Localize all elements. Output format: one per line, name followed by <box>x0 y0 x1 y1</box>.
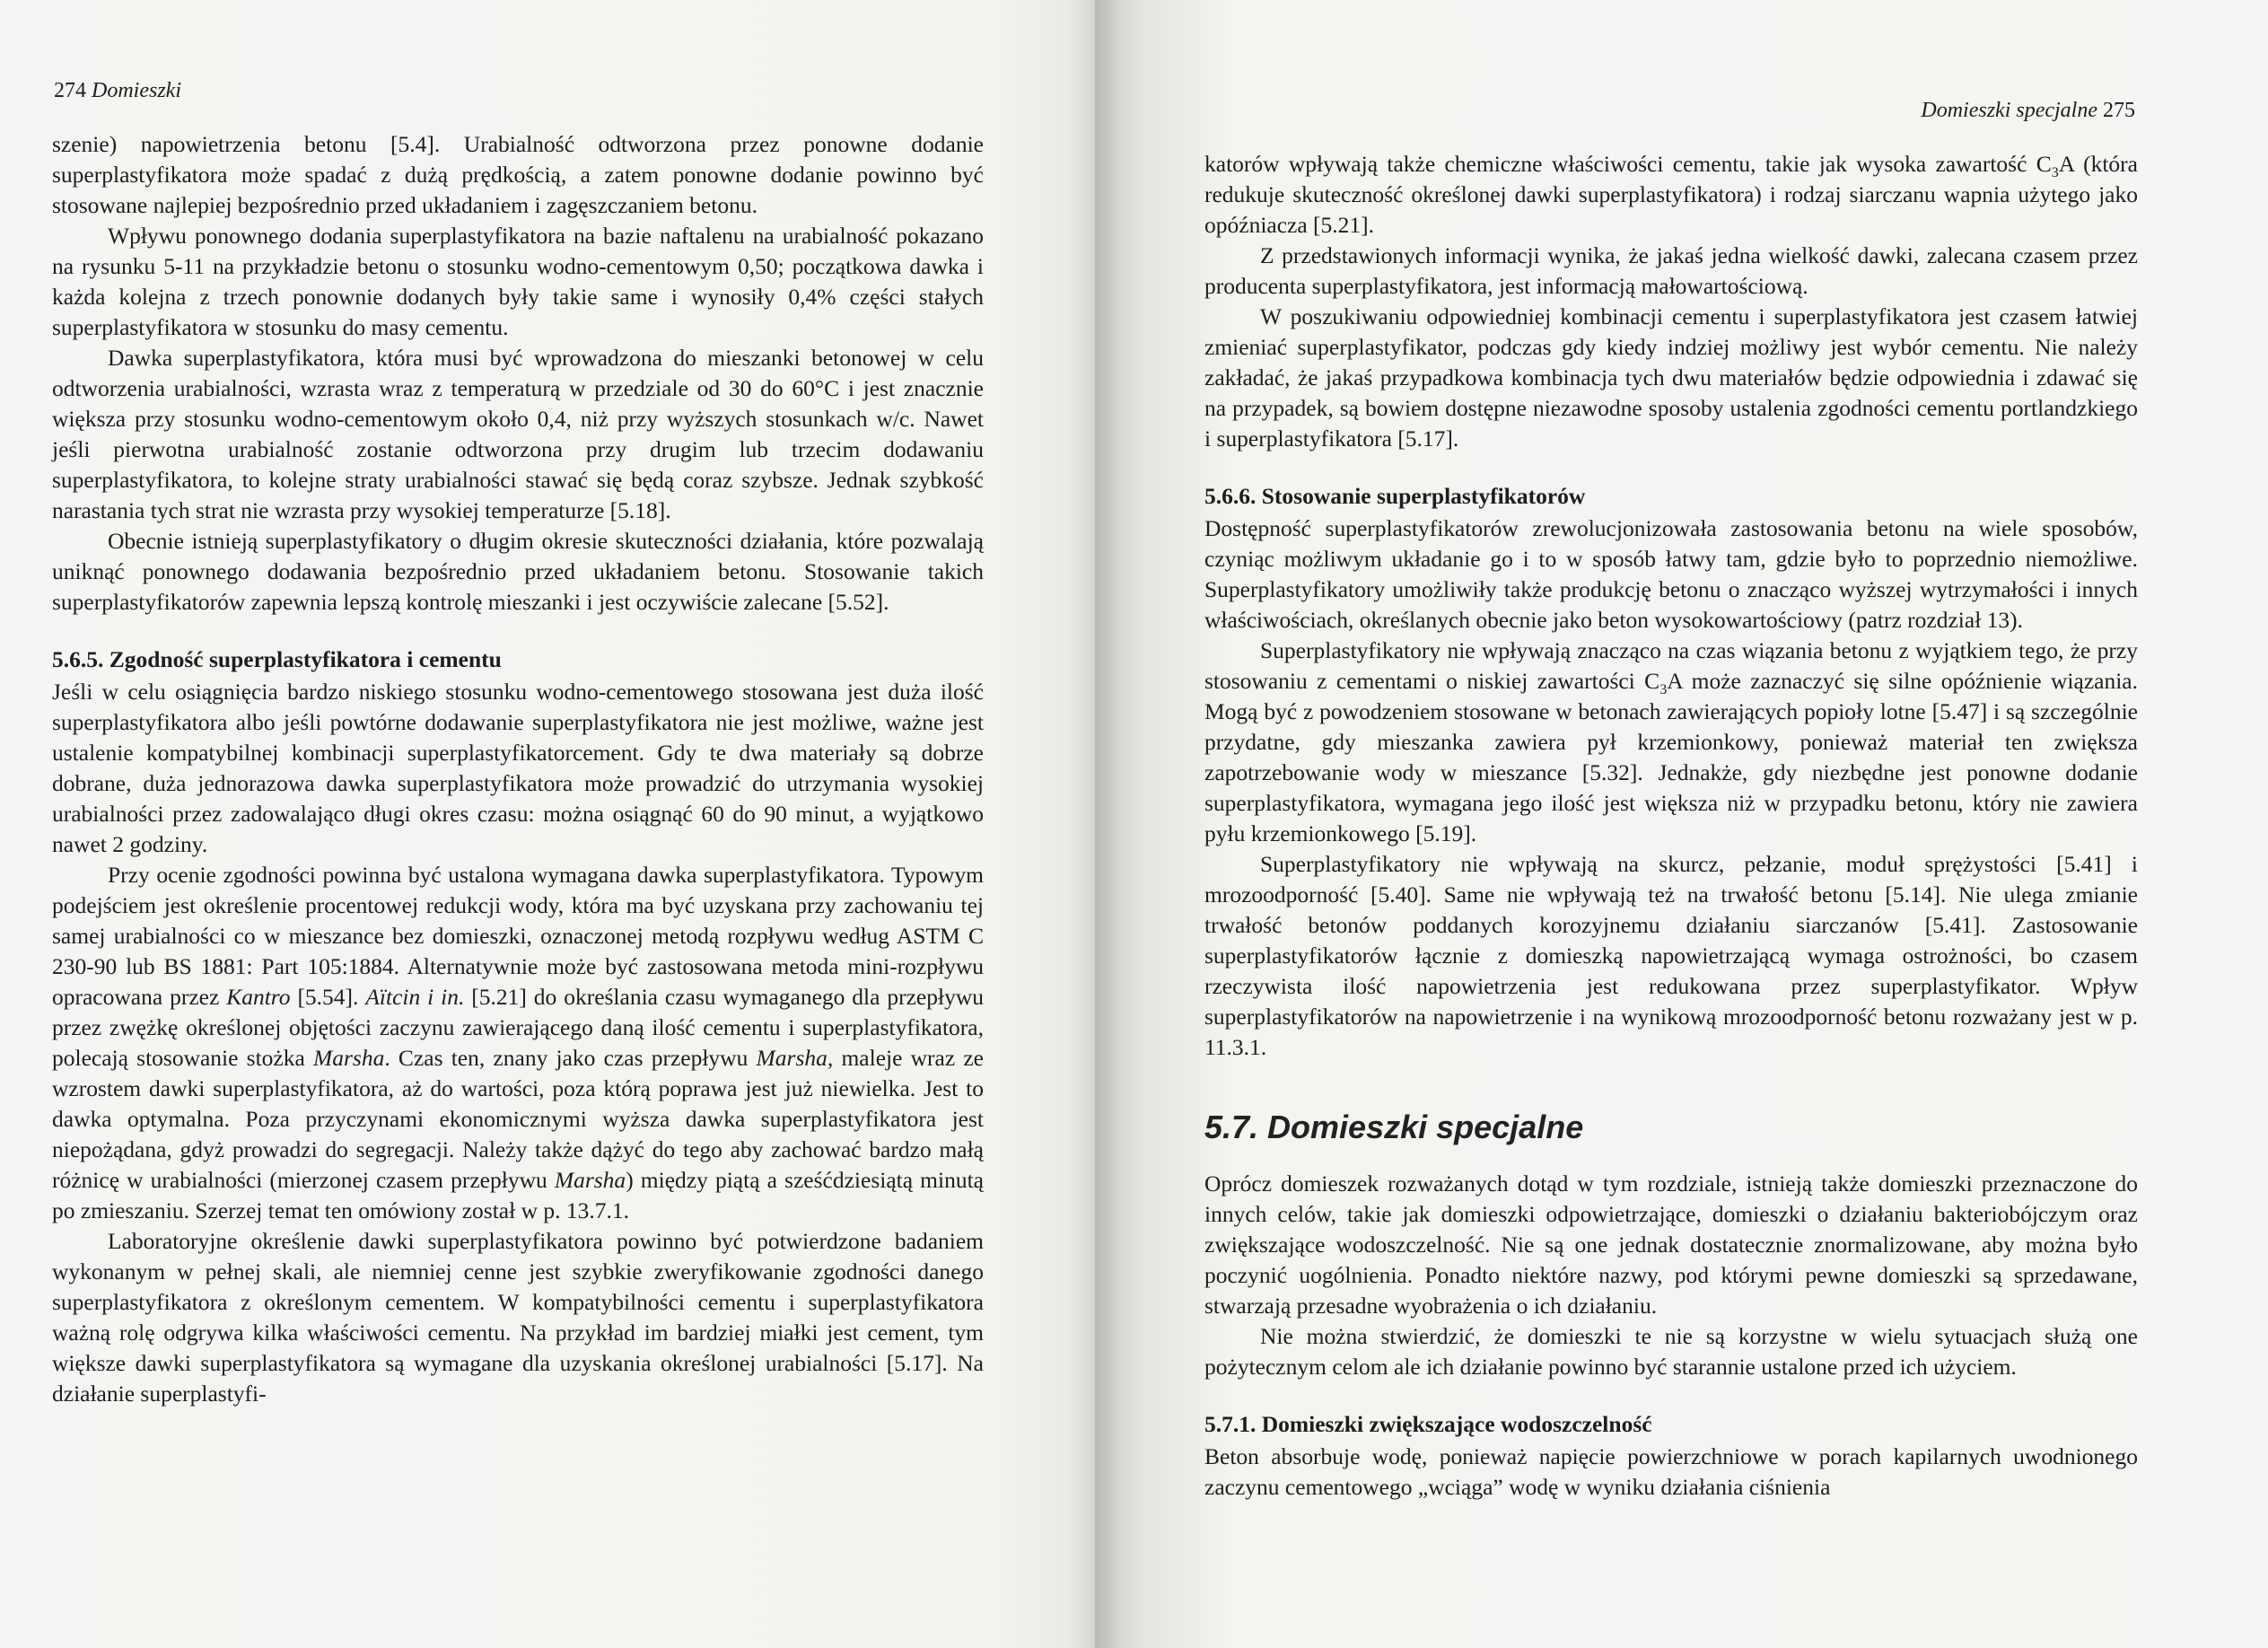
paragraph <box>52 860 984 1226</box>
right-running-head <box>1921 99 2135 123</box>
section-heading-5-7-1: 5.7.1. Domieszki zwiększające wodoszczelność <box>1204 1411 1652 1437</box>
right-page-number: 275 <box>2103 99 2135 122</box>
paragraph <box>1204 636 2138 849</box>
paragraph: Obecnie istnieją superplastyfikatory o długim okresie skuteczności działania, które pozwalają uniknąć ponownego dodawania bezpośrednio przed układaniem betonu. Stosowanie takich superplastyfikatorów zapewnia lepszą kontrolę mieszanki i jest oczywiście zalecane [5.52]. <box>52 528 984 615</box>
paragraph: Wpływu ponownego dodania superplastyfikatora na bazie naftalenu na urabialność pokazano na rysunku 5-11 na przykładzie betonu o stosunku wodno-cementowym 0,50; początkowa dawka i każda kolejna z trzech ponownie dodanych były takie same i wynosiły 0,4% części stałych superplastyfikatora w stosunku do masy cementu. <box>52 223 984 340</box>
paragraph: Dostępność superplastyfikatorów zrewolucjonizowała zastosowania betonu na wiele sposobów, czyniąc możliwym układanie go i to w sposób łatwy tam, gdzie było to poprzednio niemożliwe. Superplastyfikatory umożliwiły także produkcję betonu o znacząco wyższej wytrzymałości i innych właściwościach, określanych obecnie jako beton wysokowartościowy (patrz rozdział 13). <box>1204 515 2138 633</box>
left-running-head <box>54 79 181 103</box>
emphasis: Marsha <box>554 1167 626 1193</box>
subscript: 3 <box>1659 682 1668 698</box>
text-run: A (która redukuje skuteczność określonej dawki superplastyfikatora) i rodzaj siarczanu wapnia użytego jako opóźniacza [5.21]. <box>1204 151 2138 238</box>
subscript: 3 <box>2051 165 2059 181</box>
paragraph: Z przedstawionych informacji wynika, że jakaś jedna wielkość dawki, zalecana czasem przez producenta superplastyfikatora, jest informacją małowartościową. <box>1204 242 2138 299</box>
paragraph: Dawka superplastyfikatora, która musi być wprowadzona do mieszanki betonowej w celu odtworzenia urabialności, wzrasta wraz z temperaturą w przedziale od 30 do 60°C i jest znacznie większa przy stosunku wodno-cementowym około 0,4, niż przy wyższych stosunkach w/c. Nawet jeśli pierwotna urabialność zostanie odtworzona przy drugim lub trzecim dodawaniu superplastyfikatora, to kolejne straty urabialności stawać się będą coraz szybsze. Jednak szybkość narastania tych strat nie wzrasta przy wysokiej temperaturze [5.18]. <box>52 345 984 523</box>
text-run: katorów wpływają także chemiczne właściwości cementu, takie jak wysoka zawartość C <box>1204 151 2052 177</box>
left-page-number: 274 <box>54 79 86 102</box>
paragraph: Laboratoryjne określenie dawki superplastyfikatora powinno być potwierdzone badaniem wykonanym w pełnej skali, ale niemniej cenne jest szybkie zweryfikowanie zgodności danego superplastyfikatora z określonym cementem. W kompatybilności cementu i superplastyfikatora ważną rolę odgrywa kilka właściwości cementu. Na przykład im bardziej miałki jest cement, tym większe dawki superplastyfikatora są wymagane dla uzyskania określonej urabialności [5.17]. Na działanie superplastyfi- <box>52 1228 984 1407</box>
citation-author: Kantro <box>226 984 291 1010</box>
paragraph: Oprócz domieszek rozważanych dotąd w tym rozdziale, istnieją także domieszki przeznaczone do innych celów, takie jak domieszki odpowietrzające, domieszki o działaniu bakteriobójczym oraz zwiększające wodoszczelność. Nie są one jednak dostatecznie znormalizowane, aby można było poczynić uogólnienia. Ponadto niektóre nazwy, pod którymi pewne domieszki są sprzedawane, stwarzają przesadne wyobrażenia o ich działaniu. <box>1204 1170 2138 1319</box>
section-heading-5-6-6: 5.6.6. Stosowanie superplastyfikatorów <box>1204 483 1586 509</box>
text-run: . Czas ten, znany jako czas przepływu <box>384 1045 757 1071</box>
paragraph: W poszukiwaniu odpowiedniej kombinacji cementu i superplastyfikatora jest czasem łatwiej zmieniać superplastyfikator, podczas gdy kiedy indziej możliwy jest wybór cementu. Nie należy zakładać, że jakaś przypadkowa kombinacja tych dwu materiałów będzie odpowiednia i zdawać się na przypadek, są bowiem dostępne niezawodne sposoby ustalenia zgodności cementu portlandzkiego i superplastyfikatora [5.17]. <box>1204 303 2138 451</box>
left-running-title: Domieszki <box>92 79 181 102</box>
text-run: Superplastyfikatory nie wpływają znacząco na czas wiązania betonu z wyjątkiem tego, że przy stosowaniu z cementami o niskiej zawartości C <box>1204 637 2138 694</box>
section-heading-5-6-5: 5.6.5. Zgodność superplastyfikatora i cementu <box>52 646 502 672</box>
right-text-column <box>1204 149 2138 1503</box>
right-running-title: Domieszki specjalne <box>1921 99 2097 122</box>
text-run: ) między piątą a sześćdziesiątą minutą po zmieszaniu. Szerzej temat ten omówiony został w p. 13.7.1. <box>52 1167 984 1223</box>
citation-author: Aïtcin i in. <box>365 984 465 1010</box>
text-run: A może zaznaczyć się silne opóźnienie wiązania. Mogą być z powodzeniem stosowane w betonach zawierających popioły lotne [5.47] i są szczególnie przydatne, gdy mieszanka zawiera pył krzemionkowy, ponieważ materiał ten zwiększa zapotrzebowanie wody w mieszance [5.32]. Jednakże, gdy niezbędne jest ponowne dodanie superplastyfikatora, wymagana jego ilość jest większa niż w przypadku betonu, który nie zawiera pyłu krzemionkowego [5.19]. <box>1204 668 2138 846</box>
text-run: Przy ocenie zgodności powinna być ustalona wymagana dawka superplastyfikatora. Typowym podejściem jest określenie procentowej redukcji wody, która ma być uzyskana przy zachowaniu tej samej urabialności co w mieszance bez domieszki, oznaczonej metodą rozpływu według ASTM C 230-90 lub BS 1881: Part 105:1884. Alternatywnie może być zastosowana metoda mini-rozpływu opracowana przez <box>52 862 984 1010</box>
text-run: maleje wraz ze wzrostem dawki superplastyfikatora, aż do wartości, poza którą poprawa jest już niewielka. Jest to dawka optymalna. Poza przyczynami ekonomicznymi wyższa dawka superplastyfikatora jest niepożądana, gdyż prowadzi do segregacji. Należy także dążyć do tego aby zachować bardzo małą różnicę w urabialności (mierzonej czasem przepływu <box>52 1045 984 1193</box>
text-run: [5.54]. <box>290 984 366 1010</box>
paragraph <box>1204 149 2138 241</box>
left-text-column <box>52 129 984 1409</box>
chapter-section-heading-5-7: 5.7. Domieszki specjalne <box>1204 1109 1584 1145</box>
paragraph: Nie można stwierdzić, że domieszki te nie są korzystne w wielu sytuacjach służą one pożytecznym celom ale ich działanie powinno być starannie ustalone przed ich użyciem. <box>1204 1323 2138 1380</box>
book-gutter <box>1068 0 1122 1648</box>
emphasis: Marsha <box>313 1045 385 1071</box>
paragraph: Jeśli w celu osiągnięcia bardzo niskiego stosunku wodno-cementowego stosowana jest duża ilość superplastyfikatora albo jeśli powtórne dodawanie superplastyfikatora nie jest możliwe, ważne jest ustalenie kompatybilnej kombinacji superplastyfikatorcement. Gdy te dwa materiały są dobrze dobrane, duża jednorazowa dawka superplastyfikatora może prowadzić do utrzymania wysokiej urabialności przez zadowalająco długi okres czasu: można osiągnąć 60 do 90 minut, a wyjątkowo nawet 2 godziny. <box>52 679 984 857</box>
paragraph: Superplastyfikatory nie wpływają na skurcz, pełzanie, moduł sprężystości [5.41] i mrozoodporność [5.40]. Same nie wpływają też na trwałość betonu [5.14]. Nie ulega zmianie trwałość betonów poddanych korozyjnemu działaniu siarczanów [5.41]. Zastosowanie superplastyfikatorów łącznie z domieszką napowietrzającą wymaga ostrożności, bo czasem rzeczywista ilość napowietrzenia jest redukowana przez superplastyfikator. Wpływ superplastyfikatorów na napowietrzenie i na wynikową mrozoodporność betonu rozważany jest w p. 11.3.1. <box>1204 851 2138 1060</box>
paragraph: szenie) napowietrzenia betonu [5.4]. Urabialność odtworzona przez ponowne dodanie superplastyfikatora może spadać z dużą prędkością, a zatem ponowne dodanie powinno być stosowane najlepiej bezpośrednio przed układaniem i zagęszczaniem betonu. <box>52 131 984 218</box>
paragraph: Beton absorbuje wodę, ponieważ napięcie powierzchniowe w porach kapilarnych uwodnionego zaczynu cementowego „wciąga” wodę w wyniku działania ciśnienia <box>1204 1443 2138 1500</box>
emphasis: Marsha, <box>756 1045 834 1071</box>
text-run: [5.21] do określania czasu wymaganego dla przepływu przez zwężkę określonej objętości zaczynu zawierającego daną ilość cementu i superplastyfikatora, polecają stosowanie stożka <box>52 984 984 1071</box>
